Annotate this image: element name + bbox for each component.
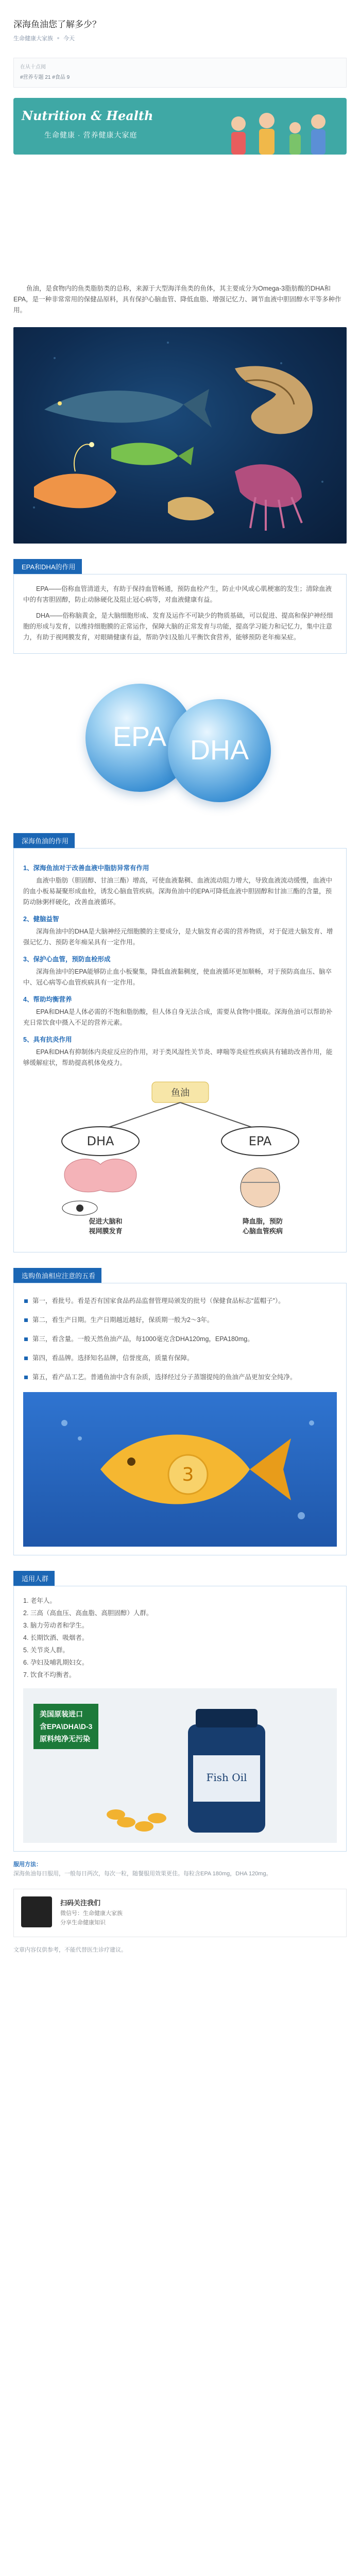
section-benefits xyxy=(13,848,347,1252)
section-selection xyxy=(13,1283,347,1555)
selection-tip: 第四，看品牌。选择知名品牌，信誉度高，质量有保障。 xyxy=(23,1349,337,1368)
people-item: 7. 饮食不均衡者。 xyxy=(23,1671,76,1679)
selection-tip: 第二，看生产日期。生产日期越近越好，保质期一般为2～3年。 xyxy=(23,1311,337,1330)
diagram-left-caption: 促进大脑和 视网膜发育 xyxy=(89,1217,123,1235)
section-epa-dha xyxy=(13,574,347,654)
family-illustration xyxy=(218,103,336,155)
section-people xyxy=(13,1586,347,1852)
section-people-header: 适用人群 xyxy=(13,1571,55,1586)
dha-paragraph: DHA——俗称脑黄金，是大脑细胞形成、发育及运作不可缺少的物质基础，可以促进、提高和保护神经细胞的形成与发育，以维持细胞膜的正常运作，保障大脑的正常发育与功能，提高学习能力和记忆力，集中注意力，有助于视网膜发育，对眼睛健康有益，帮助孕妇及胎儿平衡饮食营养，能够预防老年痴呆症。 xyxy=(23,612,333,641)
people-item: 1. 老年人。 xyxy=(23,1597,56,1604)
banner-title: Nutrition & Health xyxy=(22,108,153,123)
section-selection-header: 选购鱼油相应注意的五看 xyxy=(13,1268,101,1283)
dha-ball xyxy=(168,699,271,802)
article-page xyxy=(0,19,360,2576)
diagram-left-label: DHA xyxy=(87,1134,114,1148)
deep-sea-fish-illustration xyxy=(13,327,347,544)
people-item: 5. 关节炎人群。 xyxy=(23,1647,69,1654)
people-item: 3. 脑力劳动者和学生。 xyxy=(23,1622,89,1629)
diagram-right-caption: 降血脂，预防 心脑血管疾病 xyxy=(242,1217,283,1235)
benefit-4-title: 4、帮助均衡营养 xyxy=(23,996,72,1003)
bottle-art xyxy=(23,1688,338,1843)
dha-ball-label: DHA xyxy=(190,735,249,766)
article-meta xyxy=(13,34,347,42)
benefit-3-text: 深海鱼油中的EPA能够防止血小板聚集，降低血液黏稠度，使血液循环更加顺畅，对于预防高血压、脑卒中、冠心病等心血管疾病具有一定作用。 xyxy=(23,968,332,986)
diagram-right-label: EPA xyxy=(248,1134,272,1148)
fish-art xyxy=(13,327,347,544)
section-benefits-header: 深海鱼油的作用 xyxy=(13,833,75,848)
source-box xyxy=(13,58,347,88)
product-image xyxy=(23,1688,337,1843)
source-line: 在从十点阅 xyxy=(20,64,46,70)
people-item: 6. 孕妇及哺乳期妇女。 xyxy=(23,1659,89,1666)
article-title: 深海鱼油您了解多少？ xyxy=(13,20,101,29)
golden-fish-art xyxy=(23,1392,337,1547)
selection-tip: 第三，看含量。一般天然鱼油产品，每1000毫克含DHA120mg，EPA180mg。 xyxy=(23,1330,337,1349)
follow-title: 扫码关注我们 xyxy=(60,1899,101,1907)
follow-card[interactable] xyxy=(13,1889,347,1937)
diagram-top-label: 鱼油 xyxy=(171,1088,190,1098)
section-epa-dha-header: EPA和DHA的作用 xyxy=(13,559,82,574)
benefit-2-text: 深海鱼油中的DHA是大脑神经元细胞膜的主要成分，是大脑发育必需的营养物质，对于促进大脑发育、增强记忆力、预防老年痴呆具有一定作用。 xyxy=(23,928,333,946)
badge-line-3: 原料纯净无污染 xyxy=(40,1735,90,1743)
disclaimer: 文章内容仅供参考，不能代替医生诊疗建议。 xyxy=(13,1947,127,1953)
banner-subtitle: 生命健康 · 营养健康大家庭 xyxy=(44,131,138,139)
selection-tip: 第一，看批号。看是否有国家食品药品监督管理局颁发的批号（保健食品标志“蓝帽子”）。 xyxy=(23,1292,337,1311)
banner xyxy=(13,98,347,155)
usage-block xyxy=(13,1860,347,1878)
benefit-5-title: 5、具有抗炎作用 xyxy=(23,1036,72,1043)
badge-line-1: 美国原装进口 xyxy=(40,1710,83,1718)
epa-paragraph: EPA——俗称血管清道夫，有助于保持血管畅通，预防血栓产生，防止中风或心肌梗塞的发生；清除血液中的有害胆固醇，防止动脉硬化及阻止冠心病等，对血液健康有益。 xyxy=(23,585,332,603)
dha-epa-diagram xyxy=(23,1077,337,1242)
follow-desc: 分享生命健康知识 xyxy=(60,1920,106,1926)
bottle-label: Fish Oil xyxy=(206,1771,247,1784)
follow-wechat-id: 微信号：生命健康大家族 xyxy=(60,1910,123,1917)
benefit-5-text: EPA和DHA有抑制体内炎症反应的作用，对于类风湿性关节炎、哮喘等炎症性疾病具有辅助改善作用，能够缓解症状，帮助提高机体免疫力。 xyxy=(23,1048,333,1066)
people-item: 4. 长期饮酒、吸烟者。 xyxy=(23,1634,89,1641)
benefit-2-title: 2、健脑益智 xyxy=(23,916,59,923)
svg-text:3: 3 xyxy=(182,1464,194,1485)
omega3-fish-image xyxy=(23,1392,337,1547)
people-item: 2. 三高（高血压、高血脂、高胆固醇）人群。 xyxy=(23,1609,153,1617)
benefit-4-text: EPA和DHA是人体必需的不饱和脂肪酸，但人体自身无法合成，需要从食物中摄取。深海鱼油可以帮助补充日常饮食中摄入不足的营养元素。 xyxy=(23,1008,333,1026)
badge-line-2: 含EPA\DHA\D-3 xyxy=(40,1722,93,1731)
tag-line[interactable]: #营养专题 21 #食品 9 xyxy=(20,75,70,80)
usage-text: 深海鱼油每日服用，一般每日两次，每次一粒，随餐服用效果更佳。每粒含EPA 180mg，DHA 120mg。 xyxy=(13,1871,272,1877)
selection-tip: 第五，看产品工艺。普通鱼油中含有杂质，选择经过分子蒸馏提纯的鱼油产品更加安全纯净。 xyxy=(23,1368,337,1387)
benefit-3-title: 3、保护心血管，预防血栓形成 xyxy=(23,956,111,963)
publish-date: 今天 xyxy=(63,36,75,42)
benefit-1-title: 1、深海鱼油对于改善血液中脂肪异常有作用 xyxy=(23,865,149,872)
usage-title: 服用方法： xyxy=(13,1861,42,1868)
benefit-1-text: 血液中脂肪（胆固醇、甘油三酯）增高，可使血液黏稠、血液流动阻力增大，导致血液流动缓慢，血液中的血小板易凝聚形成血栓，诱发心脑血管疾病。深海鱼油中的EPA可降低血液中胆固醇和甘油三酯的含量，预防动脉粥样硬化，改善血液循环。 xyxy=(23,877,333,906)
qr-code[interactable] xyxy=(21,1896,52,1927)
epa-dha-balls-image xyxy=(13,663,347,818)
epa-ball-label: EPA xyxy=(112,721,167,752)
author-link[interactable]: 生命健康大家族 xyxy=(13,36,53,42)
intro-paragraph: 鱼油，是食物内的鱼类脂肪类的总称，来源于大型海洋鱼类的鱼体，其主要成分为Omega-3脂肪酸的DHA和EPA，是一种非常常用的保健品原料，具有保护心脑血管、降低血脂、增强记忆力、调节血液中胆固醇水平等多种作用。 xyxy=(13,285,341,314)
